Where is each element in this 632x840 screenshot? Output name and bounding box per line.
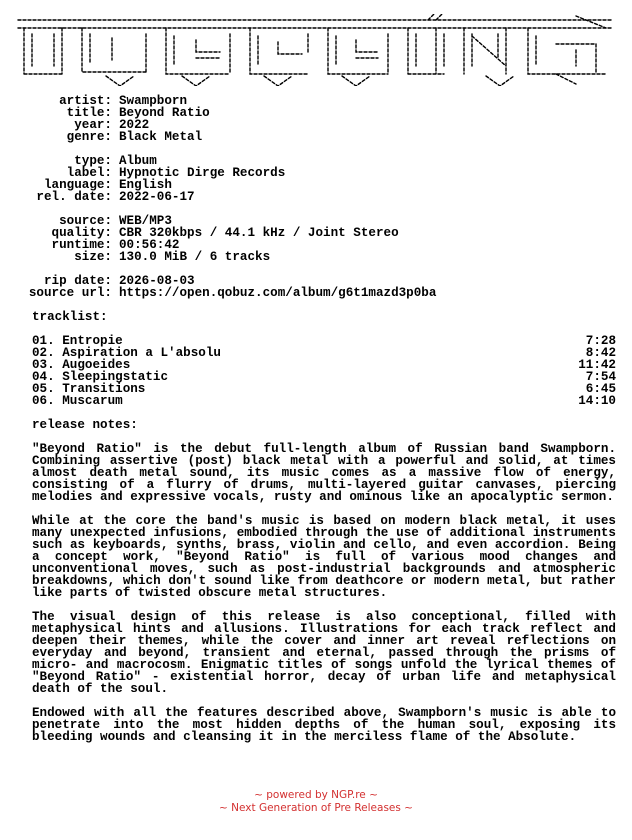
info-row-rip-date: rip date: 2026-08-03: [43, 274, 195, 288]
footer-powered-by[interactable]: ~ powered by NGP.re ~: [254, 789, 378, 801]
track-row: 02. Aspiration a L'absolu 8:42: [32, 346, 616, 360]
track-row: 04. Sleepingstatic 7:54: [32, 370, 616, 384]
ascii-logo: [16, 14, 616, 86]
footer-tagline: ~ Next Generation of Pre Releases ~: [219, 802, 413, 814]
track-row: 03. Augoeides 11:42: [32, 358, 616, 372]
release-notes-paragraph: Endowed with all the features described above, Swampborn's music is able to penetrate into the most hidden depths of the human soul, exposing its bleeding wounds and cleansing it in the merciless flame of the Absolute.: [32, 706, 616, 744]
track-row: 05. Transitions 6:45: [32, 382, 616, 396]
release-notes-paragraph: The visual design of this release is also conceptional, filled with metaphysical hints and allusions. Illustrations for each track reflect and deepen their themes, while the cover and inner art reveal reflections on everyday and beyond, transient and eternal, passed through the prisms of micro- and macrocosm. Enigmatic titles of songs unfold the lyrical themes of "Beyond Ratio" - existential horror, decay of urban life and metaphysical death of the soul.: [32, 610, 616, 696]
release-info: [0, 95, 632, 299]
info-row-label: label: Hypnotic Dirge Records: [66, 166, 286, 180]
info-row-type: type: Album: [74, 154, 157, 168]
info-row-source-url: source url: https://open.qobuz.com/album/g6t1mazd3p0ba: [28, 286, 437, 300]
info-row-runtime: runtime: 00:56:42: [51, 238, 180, 252]
tracklist-heading: tracklist:: [32, 310, 108, 324]
footer: [0, 789, 632, 815]
track-row: 01. Entropie 7:28: [32, 334, 616, 348]
info-row-source: source: WEB/MP3: [59, 214, 172, 228]
info-row-genre: genre: Black Metal: [66, 130, 203, 144]
release-notes-section: [32, 419, 616, 755]
info-row-language: language: English: [43, 178, 172, 192]
release-notes-paragraph: "Beyond Ratio" is the debut full-length album of Russian band Swampborn. Combining assertive (post) black metal with a powerful and solid, at times almost death metal sound, its music comes as a massive flow of energy, consisting of a flurry of drums, multi-layered guitar canvases, piercing melodies and expressive vocals, rusty and ominous like an apocalyptic sermon.: [32, 442, 616, 504]
release-notes-paragraph: While at the core the band's music is based on modern black metal, it uses many unexpected infusions, embodied through the use of additional instruments such as keyboards, synths, brass, violin and cello, and even accordion. Being a concept work, "Beyond Ratio" is full of various mood changes and unconventional moves, such as post-industrial backgrounds and atmospheric breakdowns, which don't sound like from deathcore or modern metal, but rather like parts of twisted obscure metal structures.: [32, 514, 616, 600]
release-notes-heading: release notes:: [32, 418, 138, 432]
track-row: 06. Muscarum 14:10: [32, 394, 616, 408]
info-row-artist: artist: Swampborn: [59, 94, 188, 108]
source-url-link[interactable]: https://open.qobuz.com/album/g6t1mazd3p0ba: [119, 286, 437, 300]
info-row-year: year: 2022: [74, 118, 150, 132]
info-row-quality: quality: CBR 320kbps / 44.1 kHz / Joint Stereo: [51, 226, 399, 240]
info-row-size: size: 130.0 MiB / 6 tracks: [74, 250, 271, 264]
info-row-title: title: Beyond Ratio: [66, 106, 210, 120]
tracklist-section: [32, 311, 616, 407]
info-row-rel-date: rel. date: 2022-06-17: [36, 190, 195, 204]
